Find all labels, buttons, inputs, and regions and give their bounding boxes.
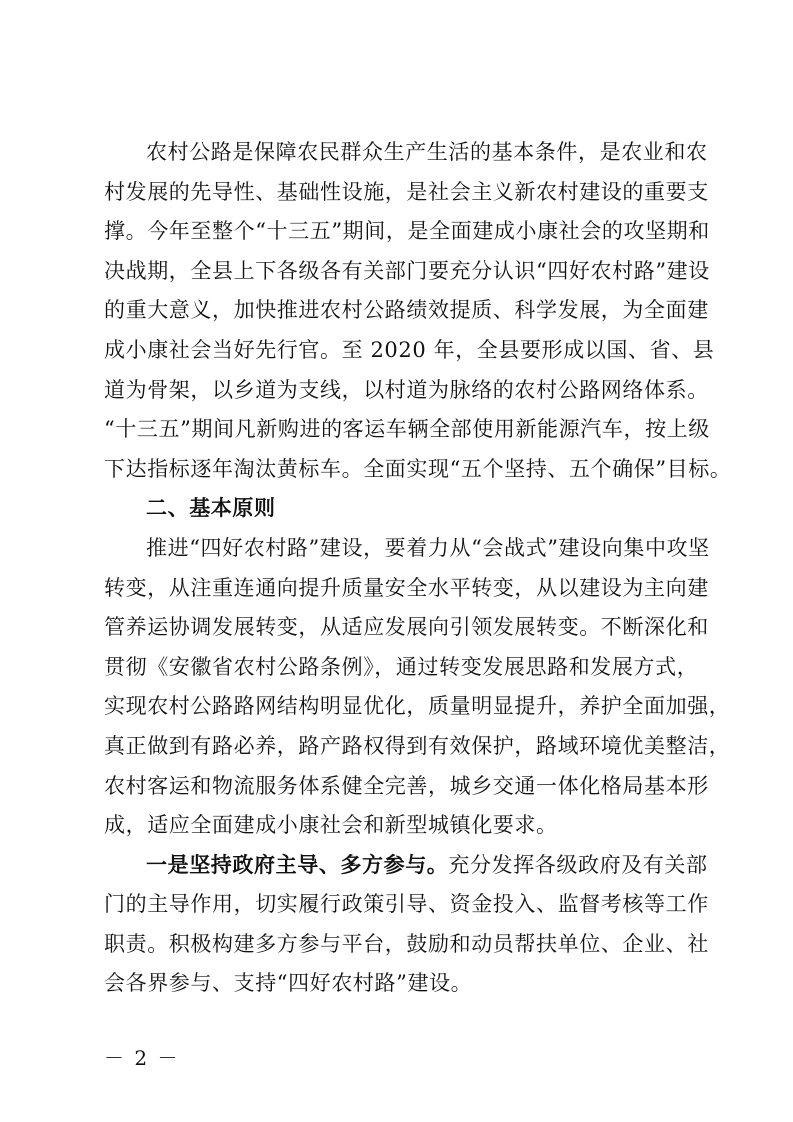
- p3-line-1: [104, 846, 708, 886]
- p2-line-2: 转变，从注重连通向提升质量安全水平转变，从以建设为主向建: [104, 575, 709, 600]
- p1-line-5: 的重大意义，加快推进农村公路绩效提质、科学发展，为全面建: [104, 298, 709, 323]
- p1-line-1: 农村公路是保障农民群众生产生活的基本条件，是农业和农: [146, 140, 708, 164]
- p1-line-9: 下达指标逐年淘汰黄标车。全面实现“五个坚持、五个确保”目标。: [104, 456, 732, 481]
- p1-line-8: “十三五”期间凡新购进的客运车辆全部使用新能源汽车，按上级: [104, 417, 710, 442]
- p2-line-1: 推进“四好农村路”建设，要着力从“会战式”建设向集中攻坚: [146, 535, 710, 560]
- section-heading-principles: 二、基本原则: [146, 496, 276, 521]
- p2-line-4: 贯彻《安徽省农村公路条例》，通过转变发展思路和发展方式，: [104, 654, 699, 679]
- p1-line-6: 成小康社会当好先行官。至 2020 年，全县要形成以国、省、县: [104, 337, 715, 362]
- p3-bold-lead: 一是坚持政府主导、多方参与。: [146, 852, 449, 877]
- document-body: [104, 133, 732, 1004]
- p1-line-7: 道为骨架，以乡道为支线，以村道为脉络的农村公路网络体系。: [104, 377, 709, 402]
- p2-line-6: 真正做到有路必养，路产路权得到有效保护，路域环境优美整洁，: [104, 733, 731, 758]
- p1-line-3: 撑。今年至整个“十三五”期间，是全面建成小康社会的攻坚期和: [104, 219, 710, 244]
- p3-line-4: 会各界参与、支持“四好农村路”建设。: [104, 971, 473, 996]
- p2-line-3: 管养运协调发展转变，从适应发展向引领发展转变。不断深化和: [104, 615, 709, 640]
- p3-first-line-rest: 充分发挥各级政府及有关部: [448, 852, 708, 877]
- p1-line-2: 村发展的先导性、基础性设施，是社会主义新农村建设的重要支: [104, 179, 709, 204]
- p2-line-8: 成，适应全面建成小康社会和新型城镇化要求。: [104, 813, 558, 838]
- p3-line-2: 门的主导作用，切实履行政策引导、资金投入、监督考核等工作: [104, 892, 709, 917]
- page-number: － 2 －: [104, 1046, 180, 1070]
- p3-line-3: 职责。积极构建多方参与平台，鼓励和动员帮扶单位、企业、社: [104, 931, 709, 956]
- p2-line-5: 实现农村公路路网结构明显优化，质量明显提升，养护全面加强，: [104, 694, 731, 719]
- p2-line-7: 农村客运和物流服务体系健全完善，城乡交通一体化格局基本形: [104, 773, 709, 798]
- p1-line-4: 决战期，全县上下各级各有关部门要充分认识“四好农村路”建设: [104, 258, 710, 283]
